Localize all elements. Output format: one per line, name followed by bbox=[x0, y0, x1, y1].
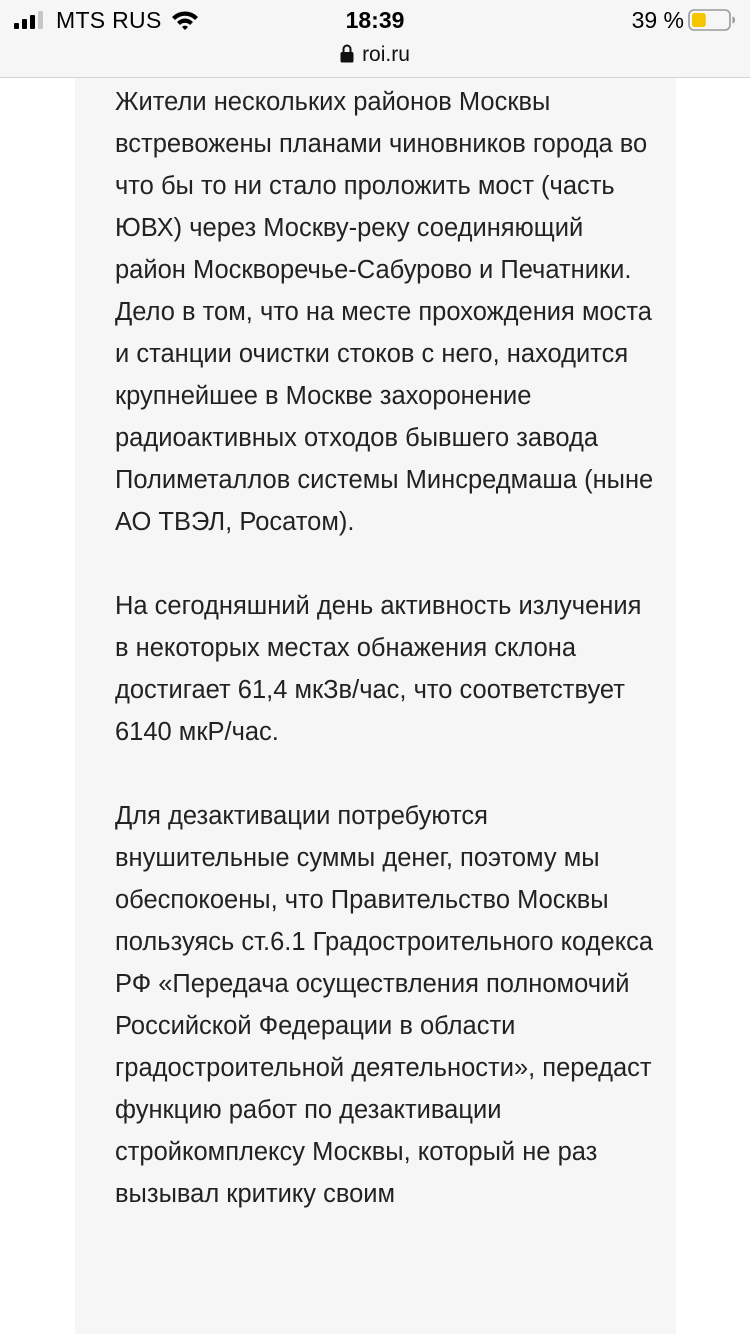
battery-percentage: 39 % bbox=[631, 7, 684, 33]
carrier-name: MTS RUS bbox=[56, 7, 162, 33]
article-paragraph: Для дезактивации потребуются внушительные суммы денег, поэтому мы обеспокоены, что Правительство Москвы пользуясь ст.6.1 Градостроительного кодекса РФ «Передача осуществления полномочий Российской Федерации в области градостроительной деятельности», передаст функцию работ по дезактивации стройкомплексу Москвы, который не раз вызывал критику своим bbox=[115, 802, 654, 1208]
lock-icon bbox=[340, 43, 354, 63]
address-bar[interactable] bbox=[0, 40, 750, 78]
content-panel bbox=[75, 78, 676, 1334]
status-time: 18:39 bbox=[345, 7, 405, 33]
status-bar bbox=[0, 0, 750, 40]
url-text: roi.ru bbox=[362, 43, 410, 66]
url-display[interactable] bbox=[0, 42, 750, 68]
article-body bbox=[115, 81, 660, 1257]
battery-icon bbox=[688, 9, 736, 31]
article-paragraph: На сегодняшний день активность излучения в некоторых местах обнажения склона достигает 61,4 мкЗв/час, что соответствует 6140 мкР/час. bbox=[115, 592, 642, 746]
article-paragraph: Жители нескольких районов Москвы встревожены планами чиновников города во что бы то ни стало проложить мост (часть ЮВХ) через Москву-реку соединяющий район Москворечье-Сабурово и Печатники. Дело в том, что на месте прохождения моста и станции очистки стоков с него, находится крупнейшее в Москве захоронение радиоактивных отходов бывшего завода Полиметаллов системы Минсредмаша (ныне АО ТВЭЛ, Росатом). bbox=[115, 88, 654, 536]
